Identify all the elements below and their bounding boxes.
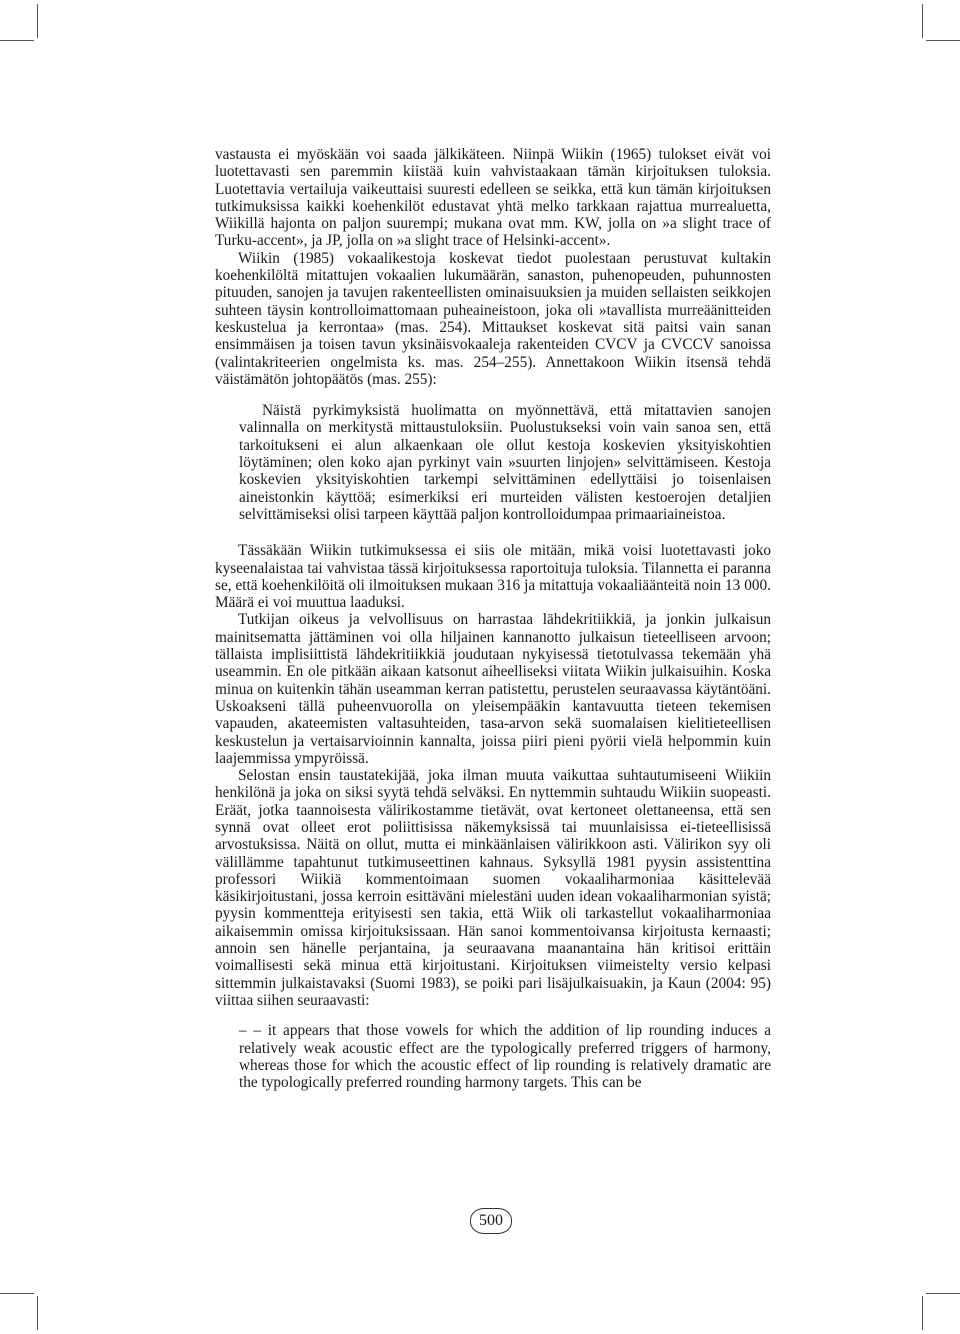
body-text — [215, 146, 771, 1091]
page-number: 500 — [470, 1208, 512, 1234]
crop-mark-bottom-left-h — [0, 1293, 34, 1294]
crop-mark-bottom-left — [37, 1296, 38, 1330]
block-quote-2 — [239, 1022, 771, 1091]
quote-1-text: Näistä pyrkimyksistä huolimatta on myönnettävä, että mitattavien sanojen valinnalla on merkitystä mittaustuloksiin. Puolustukseksi voin vain sanoa sen, että tarkoitukseni ei alun alkaenkaan ole ollut kestoja koskevien yksityiskohtien löytäminen; olen koko ajan pyrkinyt vain »suurten linjojen» selvittämiseen. Kestoja koskevien yksityiskohtien tarkempi selvittäminen edellyttäisi jo toisenlaisen aineistonkin käyttöä; esimerkiksi eri murteiden välisten kestoerojen detaljien selvittämiseksi olisi tarpeen käyttää paljon kontrolloidumpaa primaariaineistoa. — [239, 402, 771, 523]
crop-mark-top-right — [922, 4, 923, 38]
block-quote-1 — [239, 402, 771, 523]
paragraph-4: Tutkijan oikeus ja velvollisuus on harrastaa lähdekritiikkiä, ja jonkin julkaisun mainitsematta jättäminen voi olla hiljainen kannanotto julkaisun tieteelliseen arvoon; tällaista implisiittistä lähdekritiikkiä joudutaan nykyisessä tietotulvassa tekemään yhä useammin. En ole pitkään aikaan katsonut aiheelliseksi viitata Wiikin julkaisuihin. Koska minua on kuitenkin tähän useamman kerran patistettu, perustelen seuraavassa käytäntöäni. Uskoakseni tällä puheenvuorolla on yleisempääkin kantavuutta tieteen tekemisen vapauden, akateemisten valtasuhteiden, tasa-arvon sekä suomalaisen kielitieteellisen keskustelun ja vertaisarvioinnin kannalta, joissa piiri pieni pyörii vielä helpommin kuin laajemmissa ympyröissä. — [215, 611, 771, 767]
paragraph-5: Selostan ensin taustatekijää, joka ilman muuta vaikuttaa suhtautumiseeni Wiikiin henkilönä ja joka on siksi syytä tehdä selväksi. En nyttemmin suhtaudu Wiikiin suopeasti. Eräät, jotka taannoisesta välirikostamme tietävät, ovat kertoneet olettaneensa, että sen synnä ovat olleet erot poliittisissa näkemyksissä tai muunlaisissa ei-tieteellisissä arvostuksissa. Näitä on ollut, mutta ei minkäänlaisen välirikkoon asti. Välirikon syy oli välillämme tapahtunut tutkimuseettinen kahnaus. Syksyllä 1981 pyysin assistenttina professori Wiikiä kommentoimaan suomen vokaaliharmoniaa käsittelevää käsikirjoitustani, jossa kerroin esittäväni mielestäni uuden idean vokaaliharmonian syistä; pyysin kommentteja erityisesti sen takia, että Wiik oli tarkastellut vokaaliharmoniaa aikaisemmin omissa kirjoituksissaan. Hän sanoi kommentoivansa kirjoitusta kernaasti; annoin sen hänelle perjantaina, ja seuraavana maanantaina hän kritisoi erittäin voimallisesti sekä minua että kirjoitustani. Kirjoituksen viimeistelty versio kelpasi sittemmin julkaistavaksi (Suomi 1983), se poiki pari lisäjulkaisuakin, ja Kaun (2004: 95) viittaa siihen seuraavasti: — [215, 767, 771, 1009]
crop-mark-bottom-right — [922, 1296, 923, 1330]
paragraph-3: Tässäkään Wiikin tutkimuksessa ei siis ole mitään, mikä voisi luotettavasti joko kyseenalaistaa tai vahvistaa tässä kirjoituksessa raportoituja tuloksia. Tilannetta ei paranna se, että koehenkilöitä oli ilmoituksen mukaan 316 ja mitattuja vokaaliäänteitä noin 13 000. Määrä ei voi muuttua laaduksi. — [215, 542, 771, 612]
crop-mark-top-right-h — [926, 40, 960, 41]
crop-mark-bottom-right-h — [926, 1293, 960, 1294]
crop-mark-top-left-h — [0, 40, 34, 41]
quote-2-text: – – it appears that those vowels for which the addition of lip rounding induces a relatively weak acoustic effect are the typologically preferred triggers of harmony, whereas those for which the acoustic effect of lip rounding is relatively dramatic are the typologically preferred rounding harmony targets. This can be — [239, 1022, 771, 1092]
paragraph-2: Wiikin (1985) vokaalikestoja koskevat tiedot puolestaan perustuvat kultakin koehenkilöltä mitattujen vokaalien lukumäärän, sanaston, puhenopeuden, puhunnosten pituuden, sanojen ja tavujen rakenteellisten ominaisuuksien ja muiden sellaisten seikkojen suhteen täysin kontrolloimattomaan puheaineistoon, joka oli »tavallista murreäänitteiden keskustelua ja kerrontaa» (mas. 254). Mittaukset koskevat sitä paitsi vain sanan ensimmäisen ja toisen tavun yksinäisvokaaleja rakenteiden CVCV ja CVCCV sanoissa (valintakriteerien ongelmista ks. mas. 254–255). Annettakoon Wiikin itsensä tehdä väistämätön johtopäätös (mas. 255): — [215, 249, 771, 388]
crop-mark-top-left — [37, 4, 38, 38]
paragraph-1: vastausta ei myöskään voi saada jälkikäteen. Niinpä Wiikin (1965) tulokset eivät voi luotettavasti sen paremmin kiistää kuin vahvistaakaan tämän kirjoituksen tuloksia. Luotettavia vertailuja vaikeuttaisi suuresti edelleen se seikka, että kun tämän kirjoituksen tutkimuksissa kaikki koehenkilöt edustavat yhtä melko tarkkaan rajattua murrealuetta, Wiikillä hajonta on paljon suurempi; mukana ovat mm. KW, jolla on »a slight trace of Turku-accent», ja JP, jolla on »a slight trace of Helsinki-accent». — [215, 146, 771, 250]
